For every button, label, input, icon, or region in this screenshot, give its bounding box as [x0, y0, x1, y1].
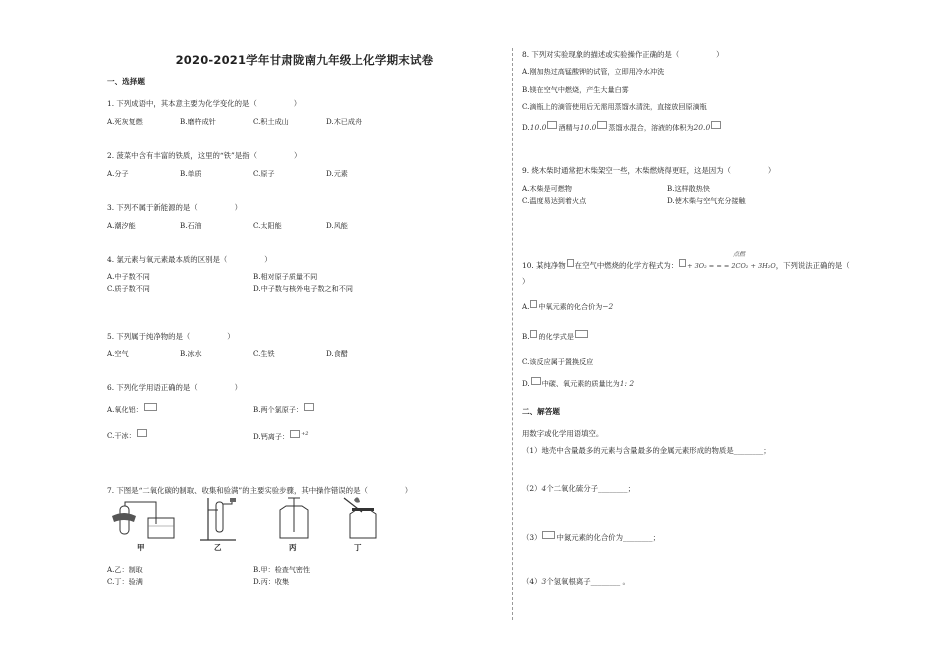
question-10-stem-close: ） [522, 277, 530, 286]
formula-image-icon [530, 330, 537, 338]
question-8-option-b[interactable]: B.镁在空气中燃烧，产生大量白雾 [522, 85, 629, 94]
question-6-option-b[interactable] [253, 403, 315, 415]
question-10-option-a-prefix: A. [522, 302, 530, 311]
question-7-stem: 7. 下图是“二氧化碳的制取、收集和验满”的主要实验步骤，其中操作错误的是（ ） [107, 486, 413, 495]
figure-label-bing: 丙 [289, 543, 297, 552]
answer-item-4-text: 个氢氧根离子________ 。 [546, 577, 630, 586]
formula-image-icon [542, 531, 555, 539]
valence-value: −2 [602, 302, 614, 311]
question-5-stem: 5. 下列属于纯净物的是（ ） [107, 332, 235, 341]
column-divider [512, 48, 513, 620]
equation-condition: 点燃 [733, 251, 746, 258]
answer-item-2-number: 4 [541, 484, 547, 493]
question-5-option-d[interactable]: D.食醋 [326, 349, 348, 358]
section-answer: 二、解答题 [522, 407, 560, 416]
question-8-option-d-label: D. [522, 123, 530, 132]
question-10-option-b-text: 的化学式是 [538, 332, 574, 341]
answer-item-2-prefix: （2） [522, 484, 542, 493]
question-10-option-d[interactable] [522, 377, 634, 389]
question-10-option-a-text: 中氧元素的化合价为 [538, 302, 603, 311]
page-title: 2020-2021学年甘肃陇南九年级上化学期末试卷 [175, 53, 434, 67]
formula-image-icon [290, 430, 300, 438]
combustion-equation: + 3O₂ = = = 2CO₂ + 3H₂O [687, 262, 776, 270]
formula-image-icon [575, 330, 588, 338]
figure-label-yi: 乙 [214, 543, 222, 552]
option-d-text-1: 酒精与 [558, 123, 580, 132]
question-4-option-a[interactable]: A.中子数不同 [107, 272, 150, 281]
unit-image-icon [597, 121, 607, 129]
question-10-stem-part-1: 10. 某纯净物 [522, 261, 566, 270]
question-10-stem-part-2: 在空气中燃烧的化学方程式为： [574, 261, 679, 270]
question-6-option-b-label: B.两个氯原子： [253, 405, 304, 414]
question-7-option-a[interactable]: A.乙：制取 [107, 565, 143, 574]
question-10-option-b-prefix: B. [522, 332, 530, 341]
burning-stick-icon [340, 494, 386, 544]
question-6-option-a-label: A.氧化铝： [107, 405, 143, 414]
question-6-option-c-label: C.干冰： [107, 431, 136, 440]
question-3-option-b[interactable]: B.石油 [180, 221, 202, 230]
question-8-stem: 8. 下列对实验现象的描述或实验操作正确的是（ ） [522, 50, 724, 59]
answer-item-3-prefix: （3） [522, 533, 542, 542]
formula-image-icon [531, 377, 541, 385]
answer-item-3-text: 中氮元素的化合价为________； [556, 533, 660, 542]
volume-value-2: 10.0 [579, 123, 597, 132]
question-3-option-c[interactable]: C.太阳能 [253, 221, 282, 230]
formula-image-icon [679, 259, 686, 267]
answer-item-4-number: 3 [541, 577, 547, 586]
question-1-option-d[interactable]: D.木已成舟 [326, 117, 363, 126]
mass-ratio-value: 1: 2 [619, 379, 635, 388]
question-9-option-c[interactable]: C.温度易达到着火点 [522, 196, 587, 205]
formula-image-icon [137, 429, 147, 437]
formula-image-icon [530, 300, 537, 308]
question-4-option-b[interactable]: B.相对原子质量不同 [253, 272, 318, 281]
question-9-option-d[interactable]: D.使木柴与空气充分接触 [667, 196, 746, 205]
question-2-option-b[interactable]: B.单质 [180, 169, 202, 178]
answer-item-2-text: 个二氧化硫分子________； [546, 484, 635, 493]
answer-item-1: （1）地壳中含量最多的元素与含量最多的金属元素形成的物质是________； [522, 446, 771, 455]
question-4-stem: 4. 氯元素与氧元素最本质的区别是（ ） [107, 255, 272, 264]
volume-value-3: 20.0 [693, 123, 711, 132]
question-5-option-a[interactable]: A.空气 [107, 349, 129, 358]
question-10-option-a[interactable] [522, 300, 613, 312]
question-9-stem: 9. 烧木柴时通常把木柴架空一些，木柴燃烧得更旺，这是因为（ ） [522, 166, 776, 175]
formula-image-icon [567, 259, 574, 267]
question-3-option-d[interactable]: D.风能 [326, 221, 348, 230]
question-6-option-a[interactable] [107, 403, 158, 415]
calcium-ion-charge: +2 [301, 431, 309, 437]
question-6-option-c[interactable] [107, 429, 148, 441]
question-10-stem [522, 259, 850, 271]
question-8-option-d[interactable] [522, 121, 722, 133]
question-6-option-d[interactable] [253, 429, 308, 442]
figure-label-jia: 甲 [137, 543, 145, 552]
question-7-option-d[interactable]: D.丙：收集 [253, 577, 290, 586]
question-1-stem: 1. 下列成语中，其本意主要为化学变化的是（ ） [107, 99, 302, 108]
question-1-option-c[interactable]: C.积土成山 [253, 117, 289, 126]
formula-image-icon [304, 403, 314, 411]
question-4-option-d[interactable]: D.中子数与核外电子数之和不同 [253, 284, 353, 293]
question-3-stem: 3. 下列不属于新能源的是（ ） [107, 203, 243, 212]
question-6-stem: 6. 下列化学用语正确的是（ ） [107, 383, 243, 392]
question-9-option-b[interactable]: B.这样散热快 [667, 184, 710, 193]
question-3-option-a[interactable]: A.潮汐能 [107, 221, 136, 230]
answer-item-3 [522, 531, 660, 543]
question-2-stem: 2. 菠菜中含有丰富的铁质，这里的“铁”是指（ ） [107, 151, 302, 160]
question-5-option-c[interactable]: C.生铁 [253, 349, 275, 358]
answer-item-2 [522, 484, 635, 494]
test-tube-icon [108, 500, 188, 545]
question-9-option-a[interactable]: A.木柴是可燃物 [522, 184, 572, 193]
question-8-option-a[interactable]: A.刚加热过高锰酸钾的试管，立即用冷水冲洗 [522, 67, 665, 76]
formula-image-icon [144, 403, 157, 411]
unit-image-icon [547, 121, 557, 129]
question-1-option-b[interactable]: B.磨杵成针 [180, 117, 216, 126]
question-10-stem-part-3: ，下列说法正确的是（ [775, 261, 850, 270]
question-1-option-a[interactable]: A.死灰复燃 [107, 117, 143, 126]
answer-item-4 [522, 577, 630, 587]
question-10-option-c[interactable]: C.该反应属于置换反应 [522, 357, 594, 366]
question-5-option-b[interactable]: B.冰水 [180, 349, 202, 358]
question-2-option-a[interactable]: A.分子 [107, 169, 129, 178]
question-2-option-c[interactable]: C.原子 [253, 169, 275, 178]
section-choice: 一、选择题 [107, 77, 145, 86]
question-7-option-c[interactable]: C.丁：验满 [107, 577, 143, 586]
question-10-option-d-text: 中碳、氧元素的质量比为 [541, 379, 620, 388]
question-7-option-b[interactable]: B.甲：检查气密性 [253, 565, 311, 574]
question-2-option-d[interactable]: D.元素 [326, 169, 348, 178]
figure-label-ding: 丁 [354, 543, 362, 552]
question-4-option-c[interactable]: C.质子数不同 [107, 284, 150, 293]
volume-value-1: 10.0 [529, 123, 547, 132]
unit-image-icon [711, 121, 721, 129]
answer-item-4-prefix: （4） [522, 577, 542, 586]
question-6-option-d-label: D.钙离子： [253, 432, 290, 441]
gas-jar-icon [272, 496, 318, 544]
beaker-icon [196, 496, 246, 544]
question-10-option-b[interactable] [522, 330, 589, 342]
question-8-option-c[interactable]: C.滴瓶上的滴管使用后无需用蒸馏水清洗，直接放回原滴瓶 [522, 102, 707, 111]
question-10-option-d-prefix: D. [522, 379, 530, 388]
option-d-text-2: 蒸馏水混合，溶液的体积为 [608, 123, 694, 132]
answer-intro: 用数字或化学用语填空。 [522, 429, 604, 438]
